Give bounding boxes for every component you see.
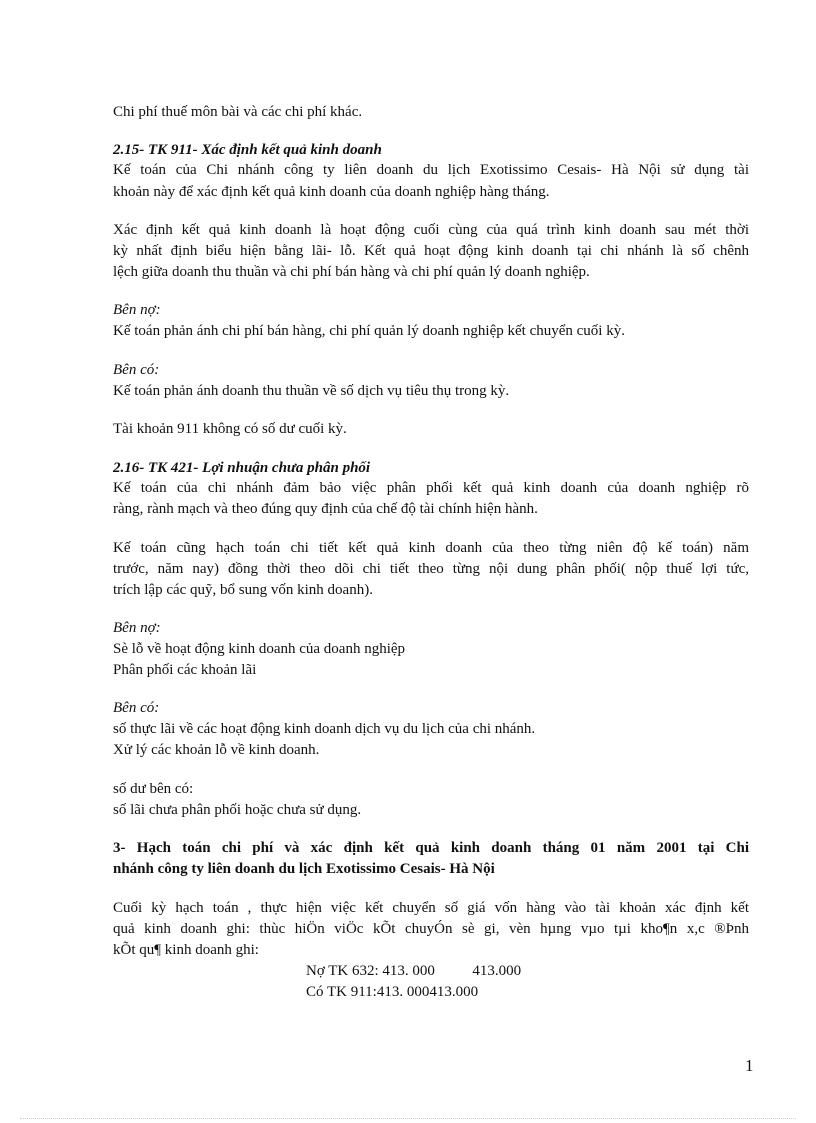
paragraph-line: Xác định kết quả kinh doanh là hoạt động cuối cùng của quá trình kinh doanh sau mét thời xyxy=(113,222,749,238)
paragraph-line: số lãi chưa phân phối hoặc chưa sử dụng. xyxy=(113,802,362,818)
paragraph-line: khoản này để xác định kết quả kinh doanh của doanh nghiệp hàng tháng. xyxy=(113,184,550,200)
paragraph-line: Kế toán của Chi nhánh công ty liên doanh du lịch Exotissimo Cesais- Hà Nội sử dụng tài xyxy=(113,162,749,178)
page-footer-divider xyxy=(20,1118,796,1119)
page-number: 1 xyxy=(745,1056,754,1075)
section-heading-3: 3- Hạch toán chi phí và xác định kết quả kinh doanh tháng 01 năm 2001 tại Chi xyxy=(113,840,749,856)
paragraph-line: trích lập các quỹ, bổ sung vốn kinh doanh). xyxy=(113,582,373,598)
journal-entry-credit: Có TK 911:413. 000413.000 xyxy=(306,984,479,1000)
section-heading-3-cont: nhánh công ty liên doanh du lịch Exotissimo Cesais- Hà Nội xyxy=(113,861,495,877)
section-heading-2-15: 2.15- TK 911- Xác định kết quả kinh doanh xyxy=(113,142,382,158)
paragraph-line: Cuối kỳ hạch toán , thực hiện việc kết chuyển số giá vốn hàng vào tài khoản xác định kết xyxy=(113,900,749,916)
section-heading-2-16: 2.16- TK 421- Lợi nhuận chưa phân phối xyxy=(113,460,371,476)
paragraph-line: Phân phối các khoản lãi xyxy=(113,662,257,678)
paragraph-line: Xử lý các khoản lỗ về kinh doanh. xyxy=(113,742,320,758)
paragraph-line: quả kinh doanh ghi: thùc hiÖn viÖc kÕt chuyÓn sè gi, vèn hµng vµo tµi kho¶n x,c ®Þnh xyxy=(113,921,749,937)
paragraph-line: Kế toán cũng hạch toán chi tiết kết quả kinh doanh của theo từng niên độ kế toán) năm xyxy=(113,540,749,556)
paragraph-line: kÕt qu¶ kinh doanh ghi: xyxy=(113,942,259,958)
paragraph-line: kỳ nhất định biểu hiện bằng lãi- lỗ. Kết quả hoạt động kinh doanh tại chi nhánh là số chênh xyxy=(113,243,749,259)
paragraph-line: Kế toán phản ánh chi phí bán hàng, chi phí quản lý doanh nghiệp kết chuyển cuối kỳ. xyxy=(113,323,625,339)
credit-label: Bên có: xyxy=(113,700,160,716)
text-line: Chi phí thuế môn bài và các chi phí khác. xyxy=(113,104,363,120)
paragraph-line: Kế toán của chi nhánh đảm bảo việc phân phối kết quả kinh doanh của doanh nghiệp rõ xyxy=(113,480,749,496)
paragraph-line: số thực lãi về các hoạt động kinh doanh dịch vụ du lịch của chi nhánh. xyxy=(113,721,536,737)
paragraph-line: số dư bên có: xyxy=(113,781,194,797)
paragraph-line: ràng, rành mạch và theo đúng quy định của chế độ tài chính hiện hành. xyxy=(113,501,538,517)
journal-entry-debit: Nợ TK 632: 413. 000 413.000 xyxy=(306,963,522,979)
paragraph-line: Kế toán phản ánh doanh thu thuần về số dịch vụ tiêu thụ trong kỳ. xyxy=(113,383,510,399)
paragraph-line: Tài khoản 911 không có số dư cuối kỳ. xyxy=(113,421,347,437)
credit-label: Bên có: xyxy=(113,362,160,378)
debit-label: Bên nợ: xyxy=(113,302,161,318)
paragraph-line: lệch giữa doanh thu thuần và chi phí bán hàng và chi phí quản lý doanh nghiệp. xyxy=(113,264,590,280)
paragraph-line: trước, năm nay) đồng thời theo dõi chi tiết theo từng nội dung phân phối( nộp thuế lợi tức, xyxy=(113,561,749,577)
paragraph-line: Sè lỗ về hoạt động kinh doanh của doanh nghiệp xyxy=(113,641,406,657)
debit-label: Bên nợ: xyxy=(113,620,161,636)
